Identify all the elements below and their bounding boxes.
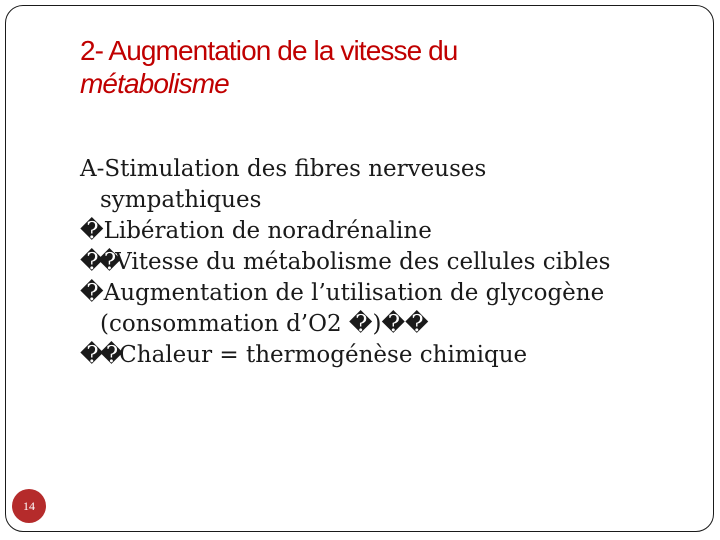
- body-line-glycogene: �Augmentation de l’utilisation de glycogène: [80, 280, 605, 306]
- slide-body: [80, 154, 690, 371]
- title-line-1: 2- Augmentation de la vitesse du: [80, 35, 458, 66]
- body-line-noradrenaline: �Libération de noradrénaline: [80, 218, 432, 244]
- body-line-chaleur: [80, 340, 690, 371]
- body-line-consommation: (consommation d’O2 �)��: [100, 311, 429, 337]
- body-line-vitesse-text: Vitesse du métabolisme des cellules cibles: [115, 249, 611, 275]
- bullet-glyph: ��: [80, 342, 120, 368]
- title-line-2: métabolisme: [80, 68, 229, 99]
- slide-title: [80, 34, 640, 100]
- page-number-badge: 14: [12, 489, 46, 523]
- body-line-sympathiques: sympathiques: [100, 187, 262, 213]
- bullet-glyph: ��: [80, 249, 116, 275]
- body-line-vitesse: [80, 247, 690, 278]
- body-line-stimulation: A-Stimulation des fibres nerveuses: [80, 156, 487, 182]
- body-line-chaleur-text: Chaleur = thermogénèse chimique: [119, 342, 528, 368]
